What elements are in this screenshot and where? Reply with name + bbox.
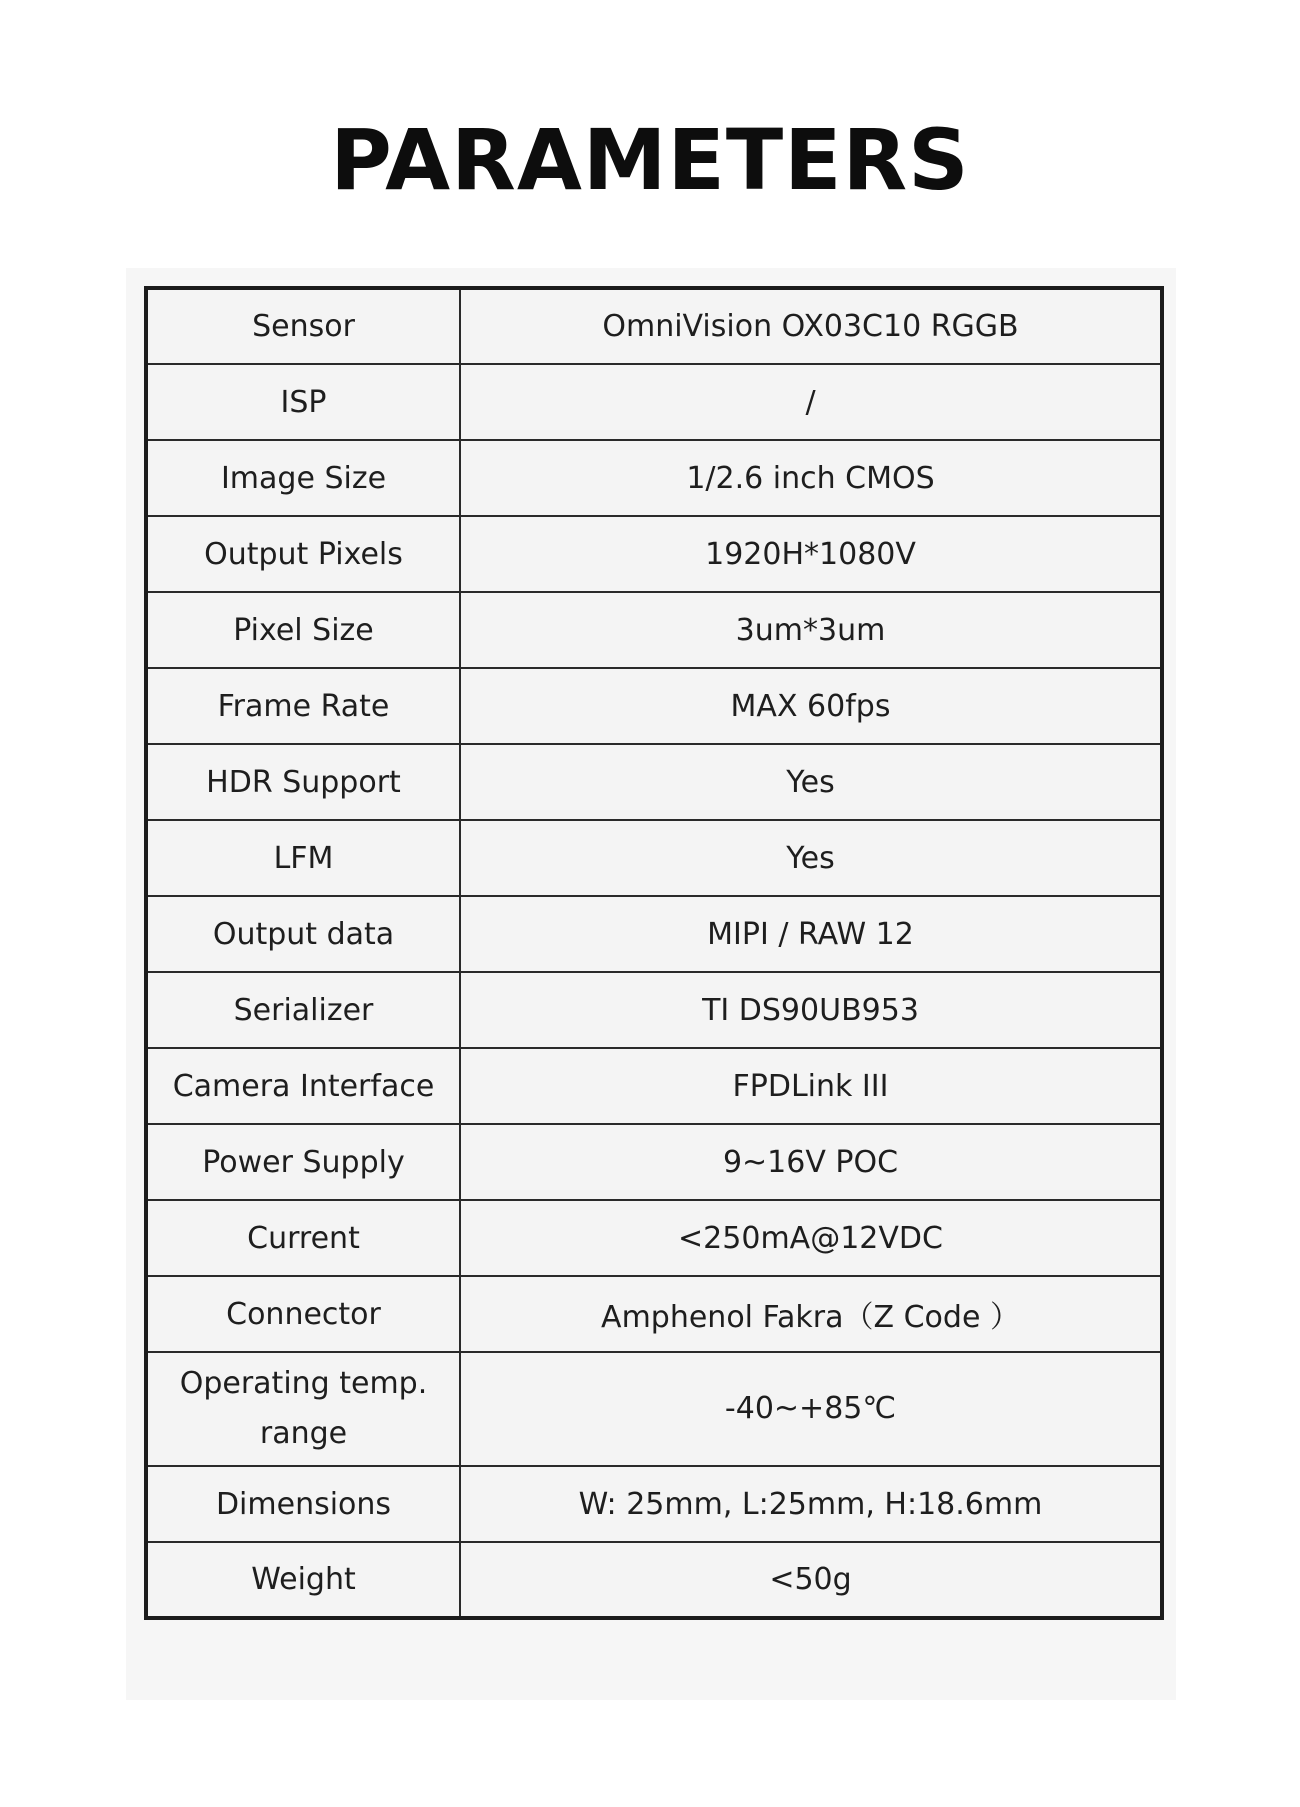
table-row	[146, 668, 1162, 744]
page-title: PARAMETERS	[330, 111, 970, 209]
param-name: Connector	[146, 1276, 460, 1352]
table-row	[146, 440, 1162, 516]
param-value: 3um*3um	[460, 592, 1162, 668]
param-value: <250mA@12VDC	[460, 1200, 1162, 1276]
table-row	[146, 744, 1162, 820]
parameters-table	[144, 286, 1164, 1620]
param-value: -40~+85℃	[460, 1352, 1162, 1466]
param-value: Amphenol Fakra（Z Code ）	[460, 1276, 1162, 1352]
table-row	[146, 1276, 1162, 1352]
table-row	[146, 972, 1162, 1048]
param-name: ISP	[146, 364, 460, 440]
param-name: LFM	[146, 820, 460, 896]
param-name: Output data	[146, 896, 460, 972]
table-row	[146, 1466, 1162, 1542]
param-name: Dimensions	[146, 1466, 460, 1542]
param-name: Pixel Size	[146, 592, 460, 668]
table-row	[146, 1200, 1162, 1276]
table-row	[146, 820, 1162, 896]
param-value: MAX 60fps	[460, 668, 1162, 744]
param-name: HDR Support	[146, 744, 460, 820]
table-row	[146, 288, 1162, 364]
param-value: Yes	[460, 820, 1162, 896]
param-value: <50g	[460, 1542, 1162, 1618]
param-name: Camera Interface	[146, 1048, 460, 1124]
param-value: 1920H*1080V	[460, 516, 1162, 592]
param-name: Output Pixels	[146, 516, 460, 592]
param-value: OmniVision OX03C10 RGGB	[460, 288, 1162, 364]
param-value: W: 25mm, L:25mm, H:18.6mm	[460, 1466, 1162, 1542]
table-row	[146, 1352, 1162, 1466]
table-row	[146, 364, 1162, 440]
param-name: Serializer	[146, 972, 460, 1048]
table-row	[146, 896, 1162, 972]
param-name: Power Supply	[146, 1124, 460, 1200]
param-value: 1/2.6 inch CMOS	[460, 440, 1162, 516]
table-row	[146, 1542, 1162, 1618]
table-row	[146, 1048, 1162, 1124]
table-row	[146, 516, 1162, 592]
param-value: 9~16V POC	[460, 1124, 1162, 1200]
param-name: Frame Rate	[146, 668, 460, 744]
param-value: FPDLink III	[460, 1048, 1162, 1124]
param-name: Weight	[146, 1542, 460, 1618]
param-value: TI DS90UB953	[460, 972, 1162, 1048]
table-row	[146, 1124, 1162, 1200]
param-name: Current	[146, 1200, 460, 1276]
param-name: Sensor	[146, 288, 460, 364]
param-value: MIPI / RAW 12	[460, 896, 1162, 972]
table-row	[146, 592, 1162, 668]
param-value: Yes	[460, 744, 1162, 820]
param-value: /	[460, 364, 1162, 440]
param-name: Image Size	[146, 440, 460, 516]
param-name: Operating temp. range	[146, 1352, 460, 1466]
